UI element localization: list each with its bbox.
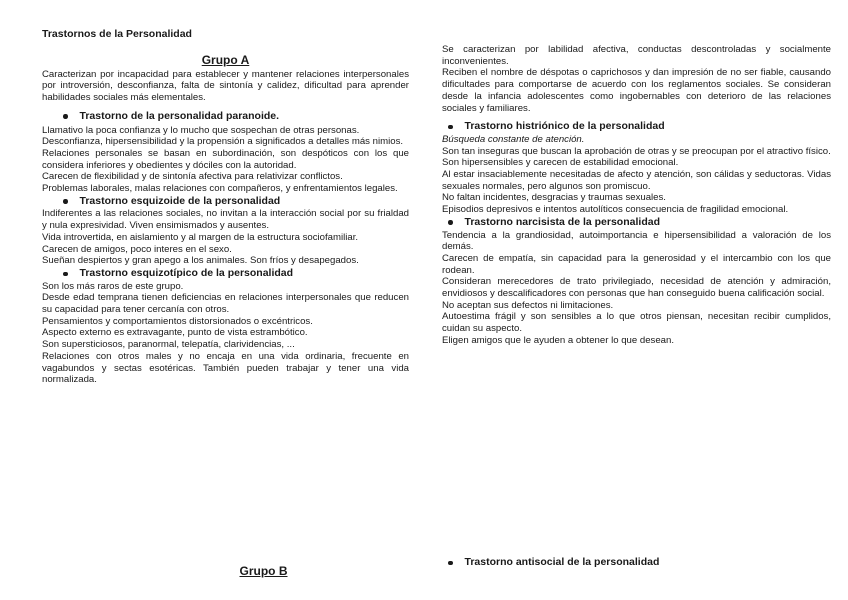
- paragraph: Reciben el nombre de déspotas o caprichosos y dan impresión de no ser fiable, causando dificultades para comportarse de acuerdo con los reglamentos sociales. Se consideran desde la infancia adolescentes como ingobernables con deterioro de las relaciones sociales y familiares.: [442, 67, 831, 114]
- paragraph: Búsqueda constante de atención.: [442, 133, 585, 145]
- bullet-icon: [448, 125, 453, 130]
- section-narcisista-body: [442, 230, 831, 347]
- section-esquizoide-title: Trastorno esquizoide de la personalidad: [79, 194, 281, 207]
- section-antisocial-title: Trastorno antisocial de la personalidad: [464, 556, 660, 568]
- section-paranoide-heading: [42, 111, 409, 123]
- bullet-icon: [448, 220, 453, 225]
- bullet-icon: [63, 272, 68, 277]
- section-histrionico-title: Trastorno histriónico de la personalidad: [464, 120, 665, 133]
- section-paranoide-title: Trastorno de la personalidad paranoide.: [79, 109, 280, 122]
- document-title: Trastornos de la Personalidad: [42, 28, 192, 40]
- paragraph: Relaciones personales se basan en subordinación, son despóticos con los que considera inferiores y obedientes y dóciles con la autoridad.: [42, 147, 409, 171]
- section-esquizoide-body: [42, 208, 409, 267]
- paragraph: Carecen de amigos, poco interes en el sexo.: [42, 243, 232, 255]
- paragraph: Eligen amigos que le ayuden a obtener lo que desean.: [442, 334, 675, 346]
- section-paranoide-body: [42, 125, 409, 195]
- group-b-title: Grupo B: [239, 564, 288, 578]
- paragraph: Consideran merecedores de trato privilegiado, necesidad de atención y admiración, envidiosos y descalificadores con personas que han conseguido buena calificación social.: [442, 276, 831, 300]
- paragraph: Problemas laborales, malas relaciones con compañeros, y enfrentamientos legales.: [42, 183, 398, 195]
- paragraph: Se caracterizan por labilidad afectiva, conductas descontroladas y socialmente inconvenientes.: [442, 44, 831, 67]
- paragraph: Indiferentes a las relaciones sociales, no invitan a la interacción social por su frialdad y nula expresividad. Viven ensimismados y ausentes.: [42, 208, 409, 232]
- bullet-icon: [63, 199, 68, 204]
- paragraph: Autoestima frágil y son sensibles a lo que otros piensan, necesitan recibir cumplidos, cuidan su aspecto.: [442, 311, 831, 335]
- paragraph: Tendencia a la grandiosidad, autoimportancia e hipersensibilidad a valoración de los demás.: [442, 229, 831, 253]
- paragraph: No faltan incidentes, desgracias y traumas sexuales.: [442, 192, 666, 204]
- section-esquizotipico-body: [42, 281, 409, 386]
- group-a-intro: Caracterizan por incapacidad para establecer y mantener relaciones interpersonales por introversión, desconfianza, falta de sintonía y calidez, dificultad para aprender habilidades sociales más elementales.: [42, 68, 409, 104]
- section-esquizoide-heading: [42, 196, 409, 208]
- paragraph: Son supersticiosos, paranormal, telepatía, clarividencias, ...: [42, 339, 295, 351]
- paragraph: Aspecto externo es extravagante, punto de vista estrambótico.: [42, 327, 308, 339]
- paragraph: Son tan inseguras que buscan la aprobación de otras y se preocupan por el atractivo físico.: [442, 145, 831, 157]
- paragraph: Son los más raros de este grupo.: [42, 280, 184, 292]
- paragraph: Sueñan despiertos y gran apego a los animales. Son fríos y desapegados.: [42, 255, 359, 267]
- left-column: [42, 55, 409, 386]
- paragraph: Al estar insaciablemente necesitadas de afecto y atención, son cálidas y seductoras. Vidas sexuales normales, pero algunos son promiscuo.: [442, 169, 831, 192]
- paragraph: No aceptan sus defectos ni limitaciones.: [442, 299, 614, 311]
- section-esquizotipico-heading: [42, 268, 409, 280]
- paragraph: Vida introvertida, en aislamiento y al margen de la estructura sociofamiliar.: [42, 231, 359, 243]
- bullet-icon: [448, 561, 453, 566]
- paragraph: Carecen de flexibilidad y de sintonía afectiva para relativizar conflictos.: [42, 171, 343, 183]
- section-histrionico-heading: [442, 121, 831, 133]
- right-column: [442, 44, 831, 347]
- paragraph: Son hipersensibles y carecen de estabilidad emocional.: [442, 157, 679, 169]
- paragraph: Carecen de empatía, sin capacidad para la generosidad y el intercambio con los que rodean.: [442, 252, 831, 276]
- paragraph: Relaciones con otros males y no encaja en una vida ordinaria, frecuente en vagabundos y sectas esotéricas. También pueden trabajar y tener una vida normalizada.: [42, 350, 409, 386]
- paragraph: Desconfianza, hipersensibilidad y la propensión a significados a detalles más nimios.: [42, 136, 404, 148]
- section-narcisista-title: Trastorno narcisista de la personalidad: [464, 215, 660, 228]
- paragraph: Llamativo la poca confianza y lo mucho que sospechan de otras personas.: [42, 124, 360, 136]
- paragraph: Pensamientos y comportamientos distorsionados o excéntricos.: [42, 315, 313, 327]
- section-antisocial-heading: [442, 557, 659, 569]
- section-histrionico-body: [442, 134, 831, 216]
- group-a-title: Grupo A: [201, 53, 250, 67]
- paragraph: Desde edad temprana tienen deficiencias en relaciones interpersonales que reducen su capacidad para tener cercanía con otros.: [42, 292, 409, 316]
- section-narcisista-heading: [442, 217, 831, 229]
- section-esquizotipico-title: Trastorno esquizotípico de la personalidad: [79, 266, 294, 279]
- bullet-icon: [63, 114, 68, 119]
- paragraph: Episodios depresivos e intentos autolíticos consecuencia de fragilidad emocional.: [442, 204, 789, 216]
